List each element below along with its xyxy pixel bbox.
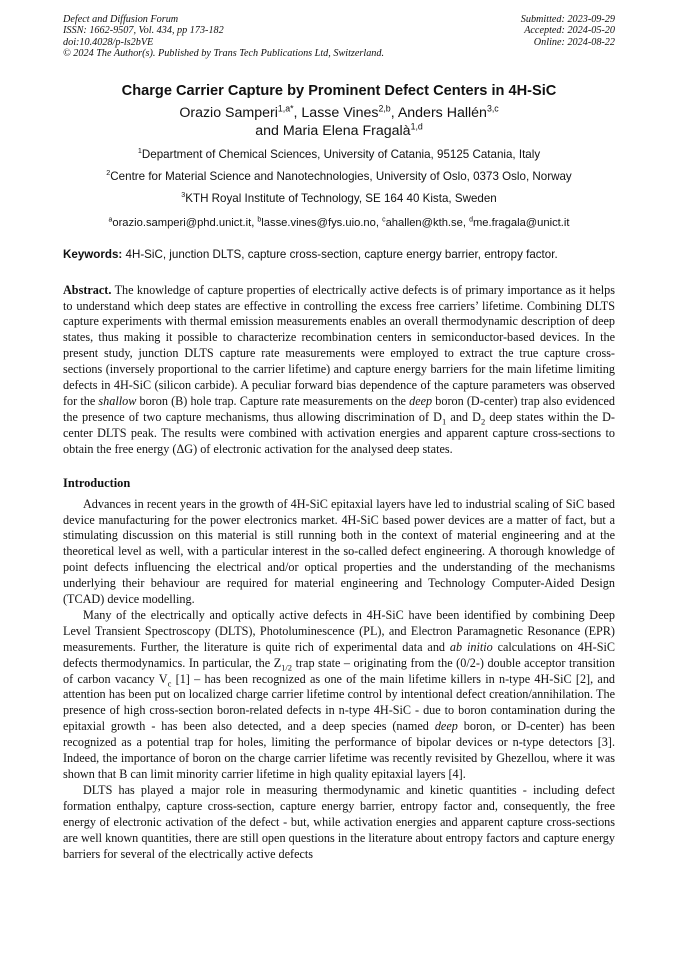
paragraph-emphasis: deep bbox=[434, 719, 458, 734]
intro-paragraph-3: DLTS has played a major role in measuring thermodynamic and kinetic quantities - including defect formation enthalpy, capture cross-section, capture energy barrier, entropy factor and, consequently, the free energy of electronic activation of the defect - but, while activation energies and apparent capture cross-sections are well known quantities, there are still open questions in the literature about entropy factors and capture energy barriers for several of the electrically active defects bbox=[63, 782, 615, 861]
copyright-notice: © 2024 The Author(s). Published by Trans Tech Publications Ltd, Switzerland. bbox=[63, 48, 385, 60]
author-line-1 bbox=[63, 104, 615, 122]
author-affil-marker: 3,c bbox=[486, 102, 499, 113]
abstract-subscript: 1 bbox=[441, 416, 447, 427]
email-marker: d bbox=[469, 215, 473, 223]
abstract-emphasis: shallow bbox=[98, 393, 137, 408]
keywords-label: Keywords: bbox=[63, 247, 123, 261]
abstract-text: boron (B) hole trap. Capture rate measurements on the bbox=[136, 393, 410, 408]
author-affil-marker: 1,a* bbox=[277, 102, 294, 113]
doi-link[interactable]: doi:10.4028/p-ls2bVE bbox=[63, 36, 154, 48]
paragraph-text: calculations on 4H-SiC defects thermodynamics. In particular, the Z bbox=[63, 639, 616, 670]
author-affil-marker: 1,d bbox=[410, 120, 423, 131]
author-name: Orazio Samperi bbox=[179, 104, 278, 121]
author-name: Maria Elena Fragalà bbox=[282, 122, 411, 139]
email-marker: c bbox=[382, 215, 386, 223]
email-marker: b bbox=[257, 215, 262, 223]
accepted-date: Accepted: 2024-05-20 bbox=[524, 25, 615, 37]
abstract bbox=[63, 283, 615, 458]
author-name: Anders Hallén bbox=[397, 104, 487, 121]
journal-header bbox=[63, 14, 615, 60]
paragraph-text: Many of the electrically and optically active defects in 4H-SiC have been identified by combining Deep Level Transient Spectroscopy (DLTS), Photoluminescence (PL), and Electron Paramagnetic Resonance (EPR) measurements. Further, the literature is quite rich of experimental data and bbox=[63, 607, 615, 654]
affiliation-marker: 3 bbox=[181, 189, 186, 199]
online-date: Online: 2024-08-22 bbox=[533, 36, 615, 48]
paragraph-subscript: 1/2 bbox=[281, 662, 293, 673]
header-left bbox=[63, 14, 384, 60]
paragraph-emphasis: ab initio bbox=[449, 639, 493, 654]
author-list bbox=[63, 104, 615, 140]
email-link[interactable]: orazio.samperi@phd.unict.it, bbox=[112, 216, 258, 229]
paragraph-text: trap state – originating from the (0/2-) double acceptor transition of carbon vacancy V bbox=[63, 655, 615, 686]
abstract-subscript: 2 bbox=[480, 416, 486, 427]
abstract-text: and D bbox=[446, 409, 481, 424]
submitted-date: Submitted: 2023-09-29 bbox=[520, 14, 615, 25]
email-link[interactable]: ahallen@kth.se, bbox=[385, 216, 470, 229]
affiliation-marker: 2 bbox=[106, 167, 111, 177]
email-link[interactable]: lasse.vines@fys.uio.no, bbox=[261, 216, 383, 229]
affiliation-3 bbox=[63, 189, 615, 206]
author-affil-marker: 2,b bbox=[378, 102, 391, 113]
affiliation-text: Centre for Material Science and Nanotechnologies, University of Oslo, 0373 Oslo, Norway bbox=[110, 169, 572, 183]
journal-issn: ISSN: 1662-9507, Vol. 434, pp 173-182 bbox=[63, 25, 224, 37]
author-name: Lasse Vines bbox=[301, 104, 379, 121]
intro-paragraph-2 bbox=[63, 608, 615, 783]
intro-paragraph-1: Advances in recent years in the growth of 4H-SiC epitaxial layers have led to industrial scaling of SiC based device manufacturing for the power electronics market. 4H-SiC based power devices are a matter of fact, but a stimulating discussion on this material is still running both in the context of material engineering and at the theoretical level as well, with a particular interest in the so-called defect engineering. A thorough knowledge of point defects influencing the electrical and/or optical properties and the understanding of the mechanisms underlying their behaviour are required for material engineering and Technology Computer-Aided Design (TCAD) device modelling. bbox=[63, 496, 615, 607]
abstract-text: boron (D-center) trap also evidenced the presence of two capture mechanisms, thus allowing discrimination of D bbox=[63, 393, 616, 424]
abstract-emphasis: deep bbox=[409, 393, 433, 408]
paragraph-subscript: c bbox=[167, 678, 172, 688]
abstract-label: Abstract. bbox=[63, 282, 112, 297]
affiliation-marker: 1 bbox=[137, 145, 142, 155]
author-emails bbox=[63, 216, 615, 230]
affiliation-1 bbox=[63, 145, 615, 162]
journal-name: Defect and Diffusion Forum bbox=[63, 14, 179, 25]
email-link[interactable]: me.fragala@unict.it bbox=[472, 216, 570, 229]
author-line-2 bbox=[63, 122, 615, 140]
affiliation-2 bbox=[63, 167, 615, 184]
author-separator: , bbox=[390, 104, 398, 121]
abstract-text: deep states within the D-center DLTS peak. The results were combined with activation energies and apparent capture cross-sections to obtain the free energy (ΔG) of electronic activation for the analysed deep states. bbox=[63, 409, 615, 456]
author-separator: , bbox=[293, 104, 302, 121]
header-right bbox=[521, 14, 615, 60]
abstract-text: The knowledge of capture properties of electrically active defects is of primary importance as it helps to understand which deep states are effective in controlling the excess free carriers’ lifetime. Combining DLTS capture experiments with thermal emission measurements enables an overall thermodynamic description of deep states, thus making it possible to characterize recombination centers in semiconductor-based devices. In the present study, junction DLTS capture rate measurements were employed to extract the true capture cross-sections (inversely proportional to the carrier lifetime) and capture energy barriers for the main lifetime limiting defects in 4H-SiC (silicon carbide). A peculiar forward bias dependence of the capture parameters was observed for the bbox=[63, 282, 615, 408]
keywords bbox=[63, 248, 615, 262]
author-conjunction: and bbox=[255, 122, 283, 139]
paper-title: Charge Carrier Capture by Prominent Defect Centers in 4H-SiC bbox=[121, 82, 557, 99]
affiliation-text: Department of Chemical Sciences, University of Catania, 95125 Catania, Italy bbox=[141, 147, 541, 161]
paragraph-text: boron, or D-center) has been recognized as a potential trap for holes, limiting the performance of bipolar devices or n-type detectors [3]. Indeed, the importance of boron on the charge carrier lifetime was recently revisited by Ghezellou, where it was shown that B can limit minority carrier lifetime in high quality epitaxial layers [4]. bbox=[63, 719, 615, 781]
email-marker: a bbox=[108, 215, 113, 223]
keywords-text: 4H-SiC, junction DLTS, capture cross-section, capture energy barrier, entropy factor. bbox=[122, 247, 558, 261]
introduction-heading: Introduction bbox=[63, 475, 131, 490]
paragraph-text: [1] – has been recognized as one of the main lifetime killers in n-type 4H-SiC [2], and attention has been put on localized charge carrier lifetime control by intentional defect creation/annihilation. The presence of high cross-section boron-related defects in n-type 4H-SiC - due to boron contamination during the epitaxial growth - has been also detected, and a deep species (named bbox=[63, 671, 616, 734]
affiliation-text: KTH Royal Institute of Technology, SE 164 40 Kista, Sweden bbox=[185, 191, 497, 205]
